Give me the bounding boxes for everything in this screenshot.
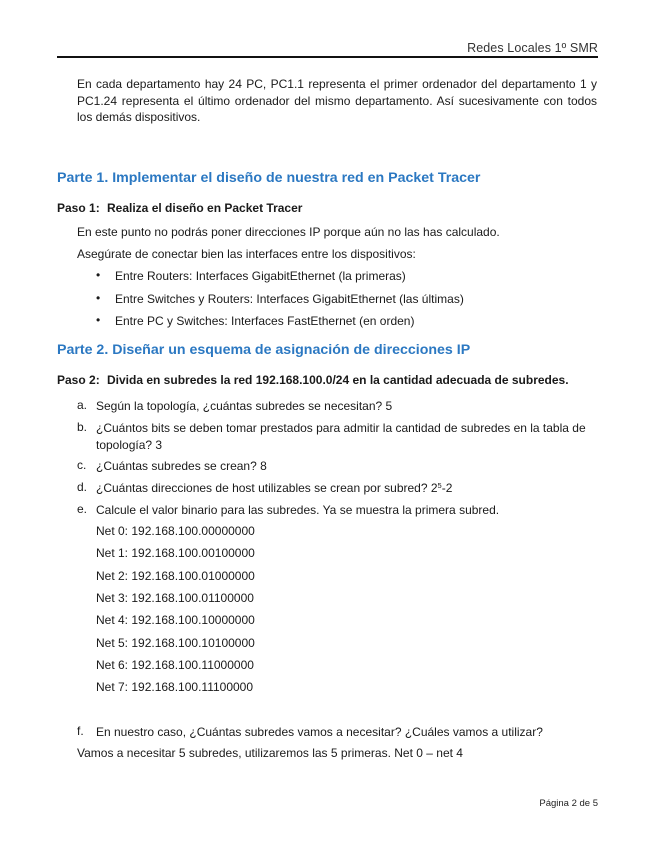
question-letter: d. xyxy=(77,480,88,494)
question-letter: f. xyxy=(77,724,84,738)
net-3: Net 3: 192.168.100.01100000 xyxy=(96,591,254,605)
bullet-dot-icon: • xyxy=(96,291,101,305)
question-b: ¿Cuántos bits se deben tomar prestados para admitir la cantidad de subredes en la tabla de topología? 3 xyxy=(96,421,586,452)
net-1: Net 1: 192.168.100.00100000 xyxy=(96,546,255,560)
question-d-tail: -2 xyxy=(441,481,453,495)
bullet-item-routers: Entre Routers: Interfaces GigabitEthernet (la primeras) xyxy=(115,269,406,283)
bullet-dot-icon: • xyxy=(96,313,101,327)
question-letter: e. xyxy=(77,502,88,516)
intro-paragraph: En cada departamento hay 24 PC, PC1.1 representa el primer ordenador del departamento 1 y PC1.24 representa el último ordenador del mismo departamento. Así sucesivamente con todos los demás dispositivos. xyxy=(77,77,597,124)
net-7: Net 7: 192.168.100.11100000 xyxy=(96,680,254,694)
header-divider xyxy=(57,56,598,58)
question-letter: b. xyxy=(77,420,88,434)
question-d-text: ¿Cuántas direcciones de host utilizables se crean por subred? 2 xyxy=(96,481,438,495)
question-e: Calcule el valor binario para las subredes. Ya se muestra la primera subred. xyxy=(96,503,500,517)
question-d xyxy=(96,480,606,497)
page-number: Página 2 de 5 xyxy=(539,798,598,809)
question-f: En nuestro caso, ¿Cuántas subredes vamos a necesitar? ¿Cuáles vamos a utilizar? xyxy=(96,725,543,739)
net-2: Net 2: 192.168.100.01000000 xyxy=(96,569,255,583)
bullet-item-switches-routers: Entre Switches y Routers: Interfaces GigabitEthernet (las últimas) xyxy=(115,292,464,306)
page-header-title: Redes Locales 1º SMR xyxy=(467,41,598,55)
question-a: Según la topología, ¿cuántas subredes se necesitan? 5 xyxy=(96,399,393,413)
parte1-heading: Parte 1. Implementar el diseño de nuestra red en Packet Tracer xyxy=(57,170,481,186)
parte2-heading: Parte 2. Diseñar un esquema de asignación de direcciones IP xyxy=(57,342,471,358)
paso1-title: Realiza el diseño en Packet Tracer xyxy=(107,201,303,215)
net-0: Net 0: 192.168.100.00000000 xyxy=(96,524,255,538)
parte1-line2: Asegúrate de conectar bien las interfaces entre los dispositivos: xyxy=(77,247,416,261)
net-5: Net 5: 192.168.100.10100000 xyxy=(96,636,255,650)
paso2-label: Paso 2: xyxy=(57,373,100,387)
answer-f: Vamos a necesitar 5 subredes, utilizaremos las 5 primeras. Net 0 – net 4 xyxy=(77,746,463,760)
net-4: Net 4: 192.168.100.10000000 xyxy=(96,613,255,627)
question-c: ¿Cuántas subredes se crean? 8 xyxy=(96,459,267,473)
paso1-label: Paso 1: xyxy=(57,201,100,215)
exponent: 5 xyxy=(437,481,442,490)
paso2-heading xyxy=(57,373,569,387)
bullet-dot-icon: • xyxy=(96,268,101,282)
paso2-title: Divida en subredes la red 192.168.100.0/24 en la cantidad adecuada de subredes. xyxy=(107,373,569,387)
bullet-item-pc-switches: Entre PC y Switches: Interfaces FastEthernet (en orden) xyxy=(115,314,415,328)
question-letter: c. xyxy=(77,458,87,472)
paso1-heading xyxy=(57,201,302,215)
question-letter: a. xyxy=(77,398,88,412)
parte1-line1: En este punto no podrás poner direcciones IP porque aún no las has calculado. xyxy=(77,225,500,239)
net-6: Net 6: 192.168.100.11000000 xyxy=(96,658,254,672)
